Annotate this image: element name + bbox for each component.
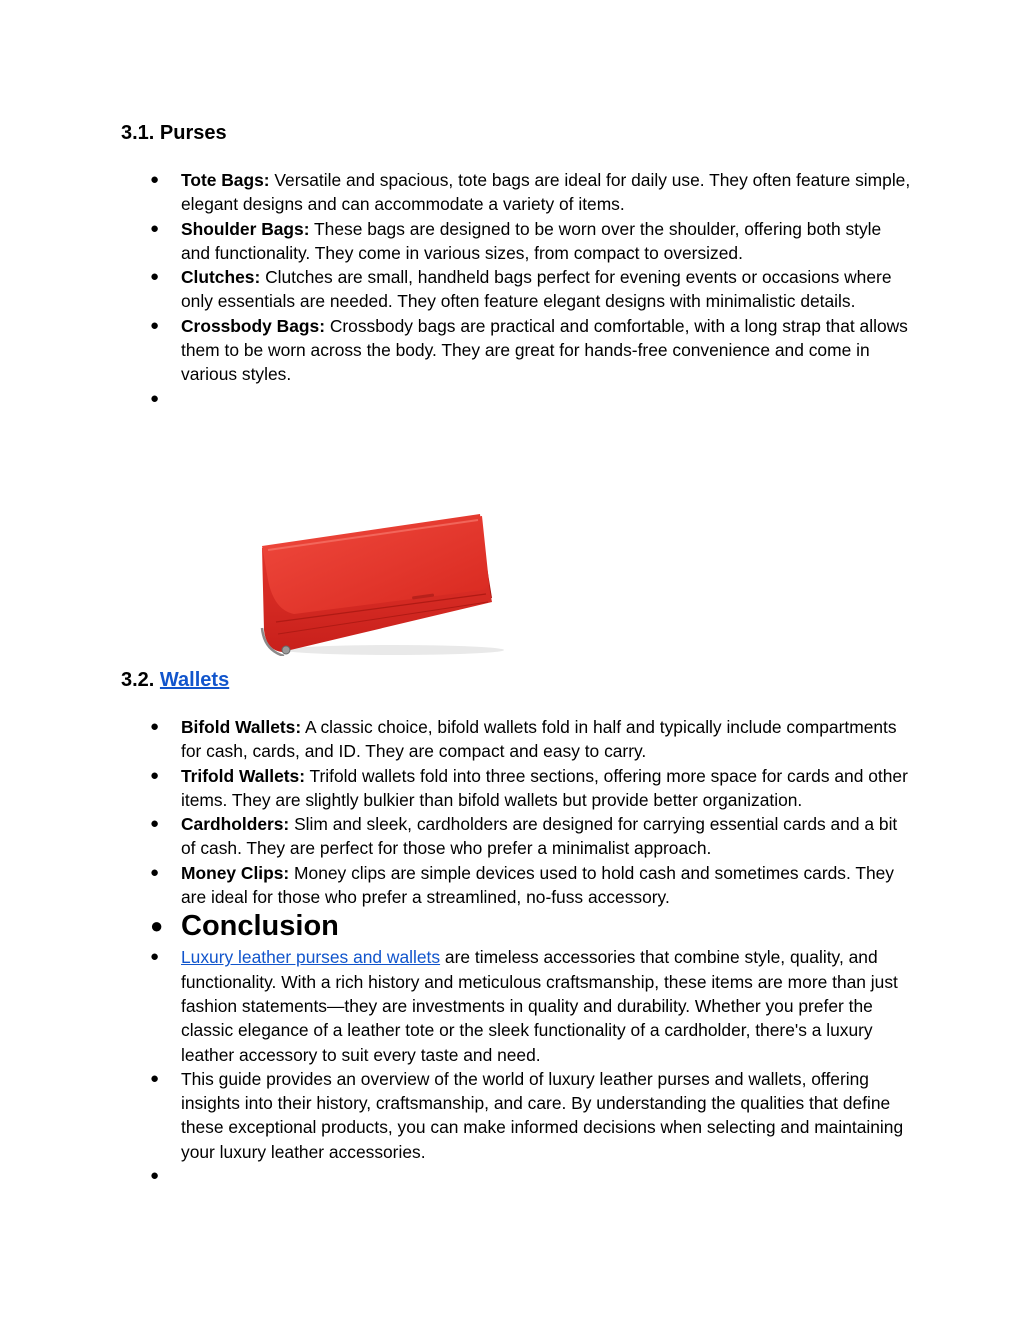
bullet-icon: ● — [150, 948, 160, 966]
bullet-icon: ● — [150, 316, 160, 334]
bullet-icon: ● — [150, 1167, 160, 1185]
item-text: Clutches are small, handheld bags perfect for evening events or occasions where only essentials are needed. They often feature elegant designs with minimalistic details. — [181, 267, 892, 312]
bullet-icon: ● — [150, 171, 160, 188]
bullet-icon: ● — [150, 766, 160, 784]
purses-heading: 3.1. Purses — [121, 122, 227, 144]
list-item-empty — [0, 387, 1024, 411]
item-text: Crossbody bags are practical and comfortable, with a long strap that allows them to be worn across the body. They are great for hands-free convenience and come in various styles. — [181, 315, 908, 385]
item-term: Trifold Wallets: — [181, 765, 305, 786]
item-term: Tote Bags: — [181, 170, 270, 190]
wallets-list — [0, 715, 1024, 1188]
item-term: Crossbody Bags: — [181, 315, 325, 336]
purses-list — [0, 168, 1024, 411]
conclusion-heading: ● Conclusion — [0, 907, 1024, 945]
list-item-trifold-wallets — [0, 764, 1024, 813]
wallets-link[interactable]: Wallets — [159, 669, 230, 691]
wallets-heading: 3.2. Wallets — [121, 669, 230, 691]
item-text: Trifold wallets fold into three sections, offering more space for cards and other items. They are slightly bulkier than bifold wallets but provide better organization. — [181, 765, 908, 810]
list-item-conclusion-1 — [0, 945, 1024, 1066]
item-text: A classic choice, bifold wallets fold in half and typically include compartments for cash, cards, and ID. They are compact and easy to carry. — [181, 717, 897, 762]
list-item-clutches — [0, 265, 1024, 314]
bullet-icon: ● — [150, 268, 160, 286]
list-item-crossbody-bags — [0, 314, 1024, 387]
list-item-money-clips — [0, 861, 1024, 910]
bullet-icon: ● — [150, 219, 160, 237]
item-term: Clutches: — [181, 267, 261, 288]
red-leather-wallet-image — [254, 510, 504, 656]
item-text: This guide provides an overview of the world of luxury leather purses and wallets, offering insights into their history, craftsmanship, and care. By understanding the qualities that define these exceptional products, you can make informed decisions when selecting and maintaining your luxury leather accessories. — [181, 1068, 904, 1162]
bullet-icon: ● — [150, 718, 160, 735]
list-item-conclusion-2 — [0, 1067, 1024, 1164]
item-term: Money Clips: — [181, 862, 290, 883]
list-item-cardholders — [0, 812, 1024, 861]
item-text: These bags are designed to be worn over the shoulder, offering both style and functionality. They come in various sizes, from compact to oversized. — [181, 218, 882, 263]
bullet-icon: ● — [150, 1069, 160, 1087]
luxury-leather-link[interactable]: Luxury leather purses and wallets — [181, 947, 441, 968]
list-item-tote-bags — [0, 168, 1024, 217]
list-item-shoulder-bags — [0, 217, 1024, 266]
item-text: Slim and sleek, cardholders are designed for carrying essential cards and a bit of cash. They are perfect for those who prefer a minimalist approach. — [181, 814, 898, 859]
item-term: Shoulder Bags: — [181, 218, 310, 239]
list-item-empty — [0, 1164, 1024, 1188]
item-text: are timeless accessories that combine style, quality, and functionality. With a rich history and meticulous craftsmanship, these items are more than just fashion statements—they are investments in quality and durability. Whether you prefer the classic elegance of a leather tote or the sleek functionality of a cardholder, there's a luxury leather accessory to suit every taste and need. — [181, 947, 898, 1065]
bullet-icon: ● — [150, 815, 160, 833]
bullet-icon: ● — [150, 863, 160, 881]
list-item-bifold-wallets — [0, 715, 1024, 764]
item-text: Versatile and spacious, tote bags are ideal for daily use. They often feature simple, elegant designs and can accommodate a variety of items. — [181, 170, 911, 215]
bullet-icon: ● — [150, 389, 160, 407]
item-text: Money clips are simple devices used to hold cash and sometimes cards. They are ideal for those who prefer a streamlined, no-fuss accessory. — [181, 862, 894, 908]
bullet-icon: ● — [150, 913, 164, 939]
item-term: Bifold Wallets: — [181, 717, 302, 737]
item-term: Cardholders: — [181, 814, 290, 835]
